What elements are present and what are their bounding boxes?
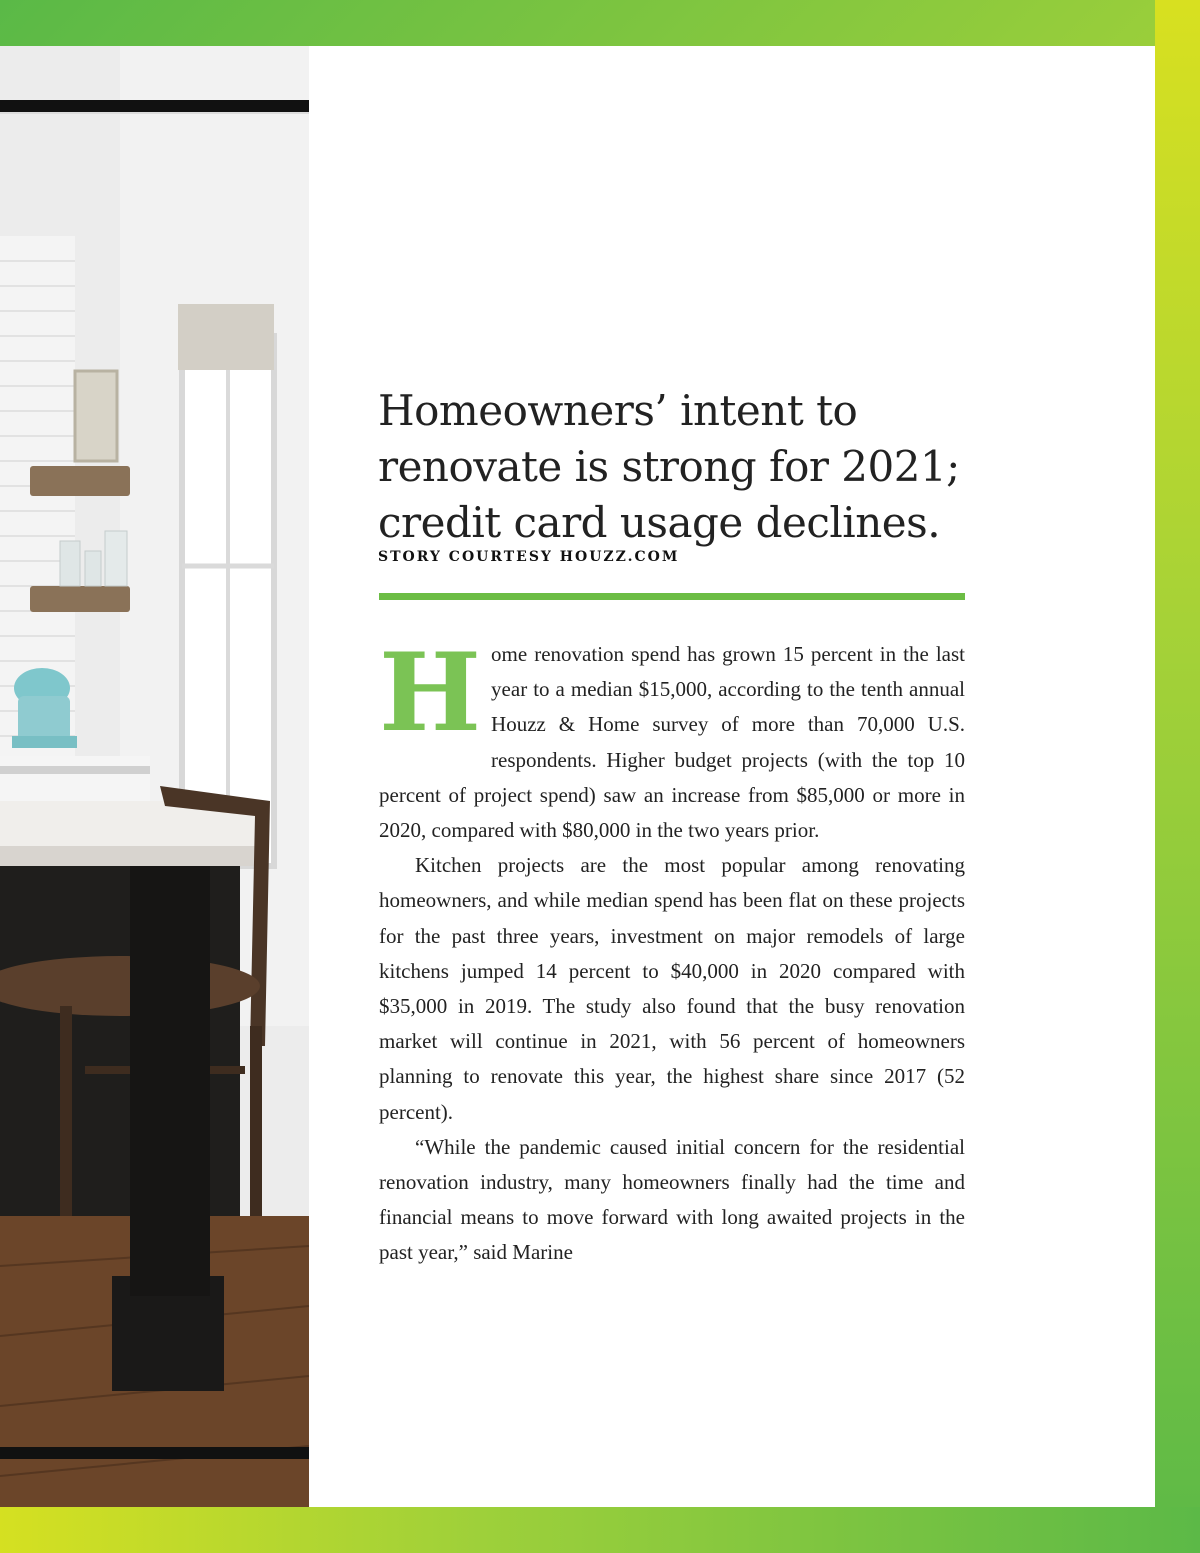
paragraph-2: Kitchen projects are the most popular among renovating homeowners, and while median spend has been flat on these projects for the past three years, investment on major remodels of large kitchens jumped 14 percent to $40,000 in 2020 compared with $35,000 in 2019. The study also found that the busy renovation market will continue in 2021, with 56 percent of homeowners planning to renovate this year, the highest share since 2017 (52 percent).	[379, 853, 965, 1124]
photo-top-bar	[0, 100, 309, 112]
byline: STORY COURTESY HOUZZ.COM	[378, 549, 680, 565]
kitchen-photo-icon	[0, 46, 309, 1507]
paragraph-1	[379, 630, 965, 848]
paragraph-3: “While the pandemic caused initial concern for the residential renovation industry, many homeowners finally had the time and financial means to move forward with long awaited projects in the past year,” said Marine	[379, 1134, 965, 1265]
article-body	[379, 630, 965, 1271]
headline	[378, 383, 1018, 551]
photo-bottom-bar	[0, 1447, 309, 1459]
frame-bottom-edge	[0, 1507, 1200, 1553]
kitchen-photo	[0, 46, 309, 1507]
headline-line: Homeowners’ intent to	[378, 386, 858, 435]
frame-right-edge	[1155, 0, 1200, 1553]
drop-cap: H	[379, 630, 482, 756]
headline-line: credit card usage declines.	[378, 498, 941, 547]
headline-line: renovate is strong for 2021;	[378, 442, 960, 491]
paragraph-1-text: ome renovation spend has grown 15 percent in the last year to a median $15,000, according to the tenth annual Houzz & Home survey of more than 70,000 U.S. respondents. Higher budget projects (with the top 10 percent of project spend) saw an increase from $85,000 or more in 2020, compared with $80,000 in the two years prior.	[379, 642, 965, 843]
headline-divider	[379, 593, 965, 600]
